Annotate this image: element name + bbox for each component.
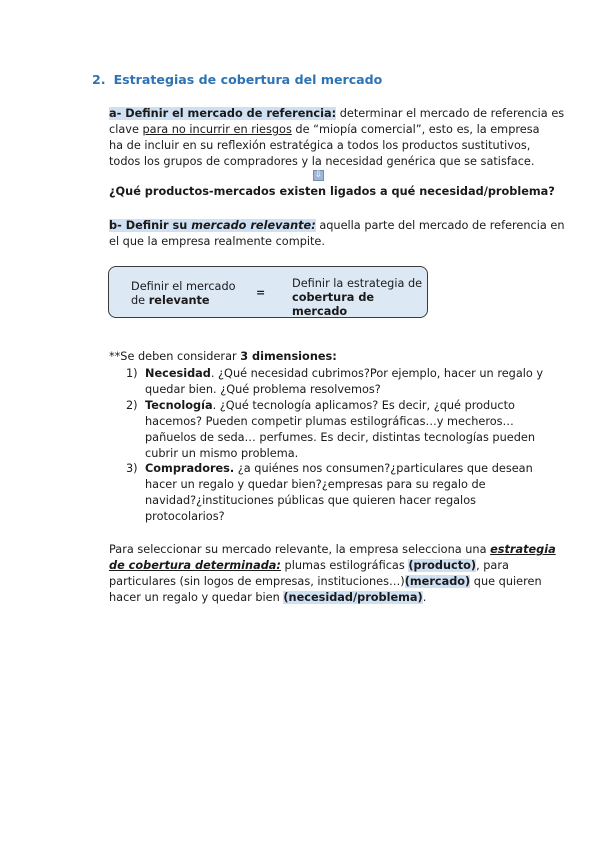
list-line: . ¿Qué tecnología aplicamos? Es decir, ¿qué producto	[212, 399, 515, 412]
closing-line2: plumas estilográficas	[280, 559, 409, 572]
equivalence-right	[292, 277, 427, 319]
dimensions-intro	[109, 349, 539, 365]
dimensions-intro-pre: **Se deben considerar	[109, 350, 241, 363]
left-line1: Definir el mercado	[131, 280, 236, 293]
list-line: navidad?¿instituciones públicas que quieren hacer regalos	[145, 494, 476, 507]
left-line2-bold: relevante	[148, 294, 210, 307]
list-line: quedar bien. ¿Qué problema resolvemos?	[145, 383, 381, 396]
closing-line3-rest: que quieren	[470, 575, 542, 588]
equivalence-box	[108, 266, 428, 318]
closing-emphasis: de cobertura determinada:	[109, 559, 281, 572]
list-line: protocolarios?	[145, 510, 225, 523]
closing-line2-rest: , para	[476, 559, 509, 572]
dimensions-intro-bold: 3 dimensiones:	[240, 350, 337, 363]
closing-line1: Para seleccionar su mercado relevante, la empresa selecciona una	[109, 543, 491, 556]
closing-line3: particulares (sin logos de empresas, instituciones…)	[109, 575, 405, 588]
equivalence-left	[131, 280, 236, 308]
list-marker: 2)	[126, 399, 138, 412]
para-b-label: b- Definir su	[109, 219, 192, 232]
section-number: 2.	[92, 72, 106, 87]
right-line2: cobertura de mercado	[292, 291, 375, 318]
closing-line4: hacer un regalo y quedar bien	[109, 591, 284, 604]
para-a-line2-rest: de “miopía comercial”, esto es, la empresa	[291, 123, 540, 136]
list-marker: 1)	[126, 367, 138, 380]
section-title: Estrategias de cobertura del mercado	[113, 72, 383, 87]
closing-highlight: (producto)	[408, 559, 477, 572]
arrow-down-icon: ⇩	[314, 170, 323, 180]
left-line2-pre: de	[131, 294, 149, 307]
list-line: pañuelos de seda… perfumes. Es decir, distintas tecnologías pueden	[145, 431, 535, 444]
list-line: hacer un regalo y quedar bien?¿empresas para su regalo de	[145, 478, 486, 491]
list-marker: 3)	[126, 462, 138, 475]
closing-paragraph	[109, 542, 556, 606]
para-a-label: a- Definir el mercado de referencia:	[109, 107, 337, 120]
list-term: Compradores.	[145, 462, 235, 475]
list-term: Tecnología	[145, 399, 213, 412]
paragraph-b	[109, 218, 565, 250]
equals-sign: =	[256, 286, 266, 299]
para-b-label-italic: mercado relevante:	[191, 219, 316, 232]
list-line: ¿a quiénes nos consumen?¿particulares que desean	[234, 462, 533, 475]
section-heading	[92, 72, 382, 87]
para-a-line2-pre: clave	[109, 123, 143, 136]
para-a-line4: todos los grupos de compradores y la necesidad genérica que se satisface.	[109, 155, 535, 168]
para-b-line2: el que la empresa realmente compite.	[109, 235, 325, 248]
para-b-line1: aquella parte del mercado de referencia en	[315, 219, 565, 232]
list-line: hacemos? Pueden competir plumas estilográficas…y mecheros…	[145, 415, 514, 428]
right-line1: Definir la estrategia de	[292, 277, 423, 290]
list-line: . ¿Qué necesidad cubrimos?Por ejemplo, hacer un regalo y	[210, 367, 544, 380]
paragraph-a	[109, 106, 565, 170]
list-term: Necesidad	[145, 367, 211, 380]
closing-highlight: (mercado)	[404, 575, 471, 588]
para-a-line1: determinar el mercado de referencia es	[336, 107, 565, 120]
closing-emphasis: estrategia	[490, 543, 556, 556]
closing-line4-rest: .	[422, 591, 427, 604]
para-a-underlined: para no incurrir en riesgos	[142, 123, 292, 136]
question-line	[109, 184, 555, 200]
closing-highlight: (necesidad/problema)	[283, 591, 423, 604]
para-a-line3: ha de incluir en su reflexión estratégica a todos los productos sustitutivos,	[109, 139, 531, 152]
question-text: ¿Qué productos-mercados existen ligados a qué necesidad/problema?	[109, 185, 555, 198]
list-line: cubrir un mismo problema.	[145, 447, 299, 460]
